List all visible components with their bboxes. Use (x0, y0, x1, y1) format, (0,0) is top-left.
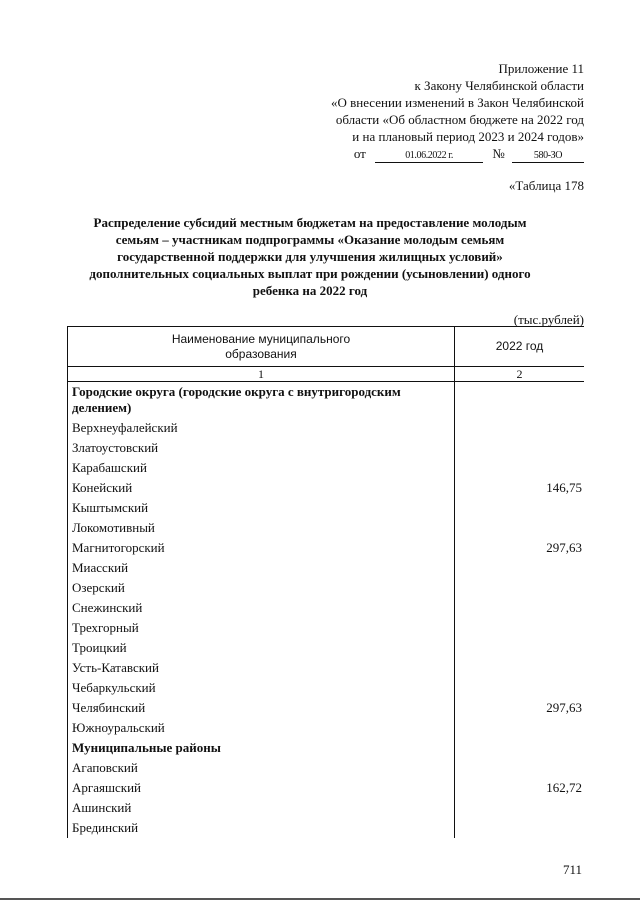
municipality-name: Снежинский (68, 598, 455, 618)
appendix-block (331, 60, 584, 163)
municipality-name: Чебаркульский (68, 678, 455, 698)
subsidy-value (455, 618, 585, 638)
law-date-number-line (331, 145, 584, 163)
subsidy-value (455, 658, 585, 678)
table-row (68, 678, 585, 698)
table-row (68, 538, 585, 558)
number-label: № (492, 146, 505, 161)
appendix-line: Приложение 11 (498, 61, 584, 76)
table-row (68, 578, 585, 598)
subsidy-value (455, 382, 585, 419)
municipality-name: Челябинский (68, 698, 455, 718)
table-row (68, 478, 585, 498)
header-municipality-text: Наименование муниципального образования (171, 331, 351, 361)
municipality-name: Усть-Катавский (68, 658, 455, 678)
table-group-row (68, 382, 585, 419)
table-body (68, 382, 585, 839)
table-number: «Таблица 178 (508, 178, 584, 193)
subsidy-value (455, 798, 585, 818)
municipality-name: Локомотивный (68, 518, 455, 538)
municipality-name: Златоустовский (68, 438, 455, 458)
column-number: 2 (455, 367, 585, 382)
header-year: 2022 год (455, 327, 585, 367)
subsidy-value: 297,63 (455, 698, 585, 718)
subsidy-value (455, 738, 585, 758)
municipality-name: Южноуральский (68, 718, 455, 738)
document-title: Распределение субсидий местным бюджетам на предоставление молодым семьям – участникам подпрограммы «Оказание молодым семьям государственной поддержки для улучшения жилищных условий» дополнительных социальных выплат при рождении (усыновлении) одного ребенка на 2022 год (89, 215, 531, 298)
subsidy-value: 146,75 (455, 478, 585, 498)
municipality-name: Агаповский (68, 758, 455, 778)
table-container (67, 326, 584, 846)
table-row (68, 498, 585, 518)
subsidy-value (455, 458, 585, 478)
subsidy-value (455, 498, 585, 518)
table-row (68, 618, 585, 638)
table-row (68, 598, 585, 618)
table-row (68, 518, 585, 538)
subsidy-table (67, 326, 584, 838)
table-header-row (68, 327, 585, 367)
table-row (68, 418, 585, 438)
appendix-line: области «Об областном бюджете на 2022 год (335, 112, 584, 127)
subsidy-value (455, 598, 585, 618)
municipality-name: Кыштымский (68, 498, 455, 518)
header-municipality (68, 327, 455, 367)
municipality-name: Брединский (68, 818, 455, 838)
municipality-name: Магнитогорский (68, 538, 455, 558)
table-row (68, 718, 585, 738)
unit-label: (тыс.рублей) (513, 312, 584, 327)
page-number: 711 (562, 862, 582, 877)
municipality-name: Конейский (68, 478, 455, 498)
municipality-name: Миасский (68, 558, 455, 578)
municipality-name: Городские округа (городские округа с внутригородским делением) (68, 382, 455, 419)
appendix-line: и на плановый период 2023 и 2024 годов» (352, 129, 584, 144)
municipality-name: Троицкий (68, 638, 455, 658)
law-number: 580-ЗО (512, 149, 584, 163)
table-row (68, 778, 585, 798)
subsidy-value: 297,63 (455, 538, 585, 558)
municipality-name: Ашинский (68, 798, 455, 818)
appendix-line: к Закону Челябинской области (414, 78, 584, 93)
column-number: 1 (68, 367, 455, 382)
law-date: 01.06.2022 г. (375, 149, 483, 163)
subsidy-value (455, 438, 585, 458)
table-row (68, 558, 585, 578)
subsidy-value (455, 678, 585, 698)
subsidy-value (455, 418, 585, 438)
subsidy-value (455, 638, 585, 658)
municipality-name: Муниципальные районы (68, 738, 455, 758)
appendix-line: «О внесении изменений в Закон Челябинской (330, 95, 584, 110)
municipality-name: Карабашский (68, 458, 455, 478)
table-row (68, 758, 585, 778)
table-row (68, 458, 585, 478)
table-row (68, 818, 585, 838)
table-row (68, 698, 585, 718)
subsidy-value (455, 818, 585, 838)
subsidy-value (455, 558, 585, 578)
municipality-name: Верхнеуфалейский (68, 418, 455, 438)
table-row (68, 638, 585, 658)
table-group-row (68, 738, 585, 758)
subsidy-value (455, 758, 585, 778)
subsidy-value (455, 518, 585, 538)
column-number-row (68, 367, 585, 382)
municipality-name: Аргаяшский (68, 778, 455, 798)
subsidy-value: 162,72 (455, 778, 585, 798)
bottom-rule (0, 898, 640, 900)
subsidy-value (455, 718, 585, 738)
table-row (68, 438, 585, 458)
subsidy-value (455, 578, 585, 598)
table-row (68, 658, 585, 678)
ot-label: от (353, 146, 366, 161)
municipality-name: Озерский (68, 578, 455, 598)
table-row (68, 798, 585, 818)
municipality-name: Трехгорный (68, 618, 455, 638)
